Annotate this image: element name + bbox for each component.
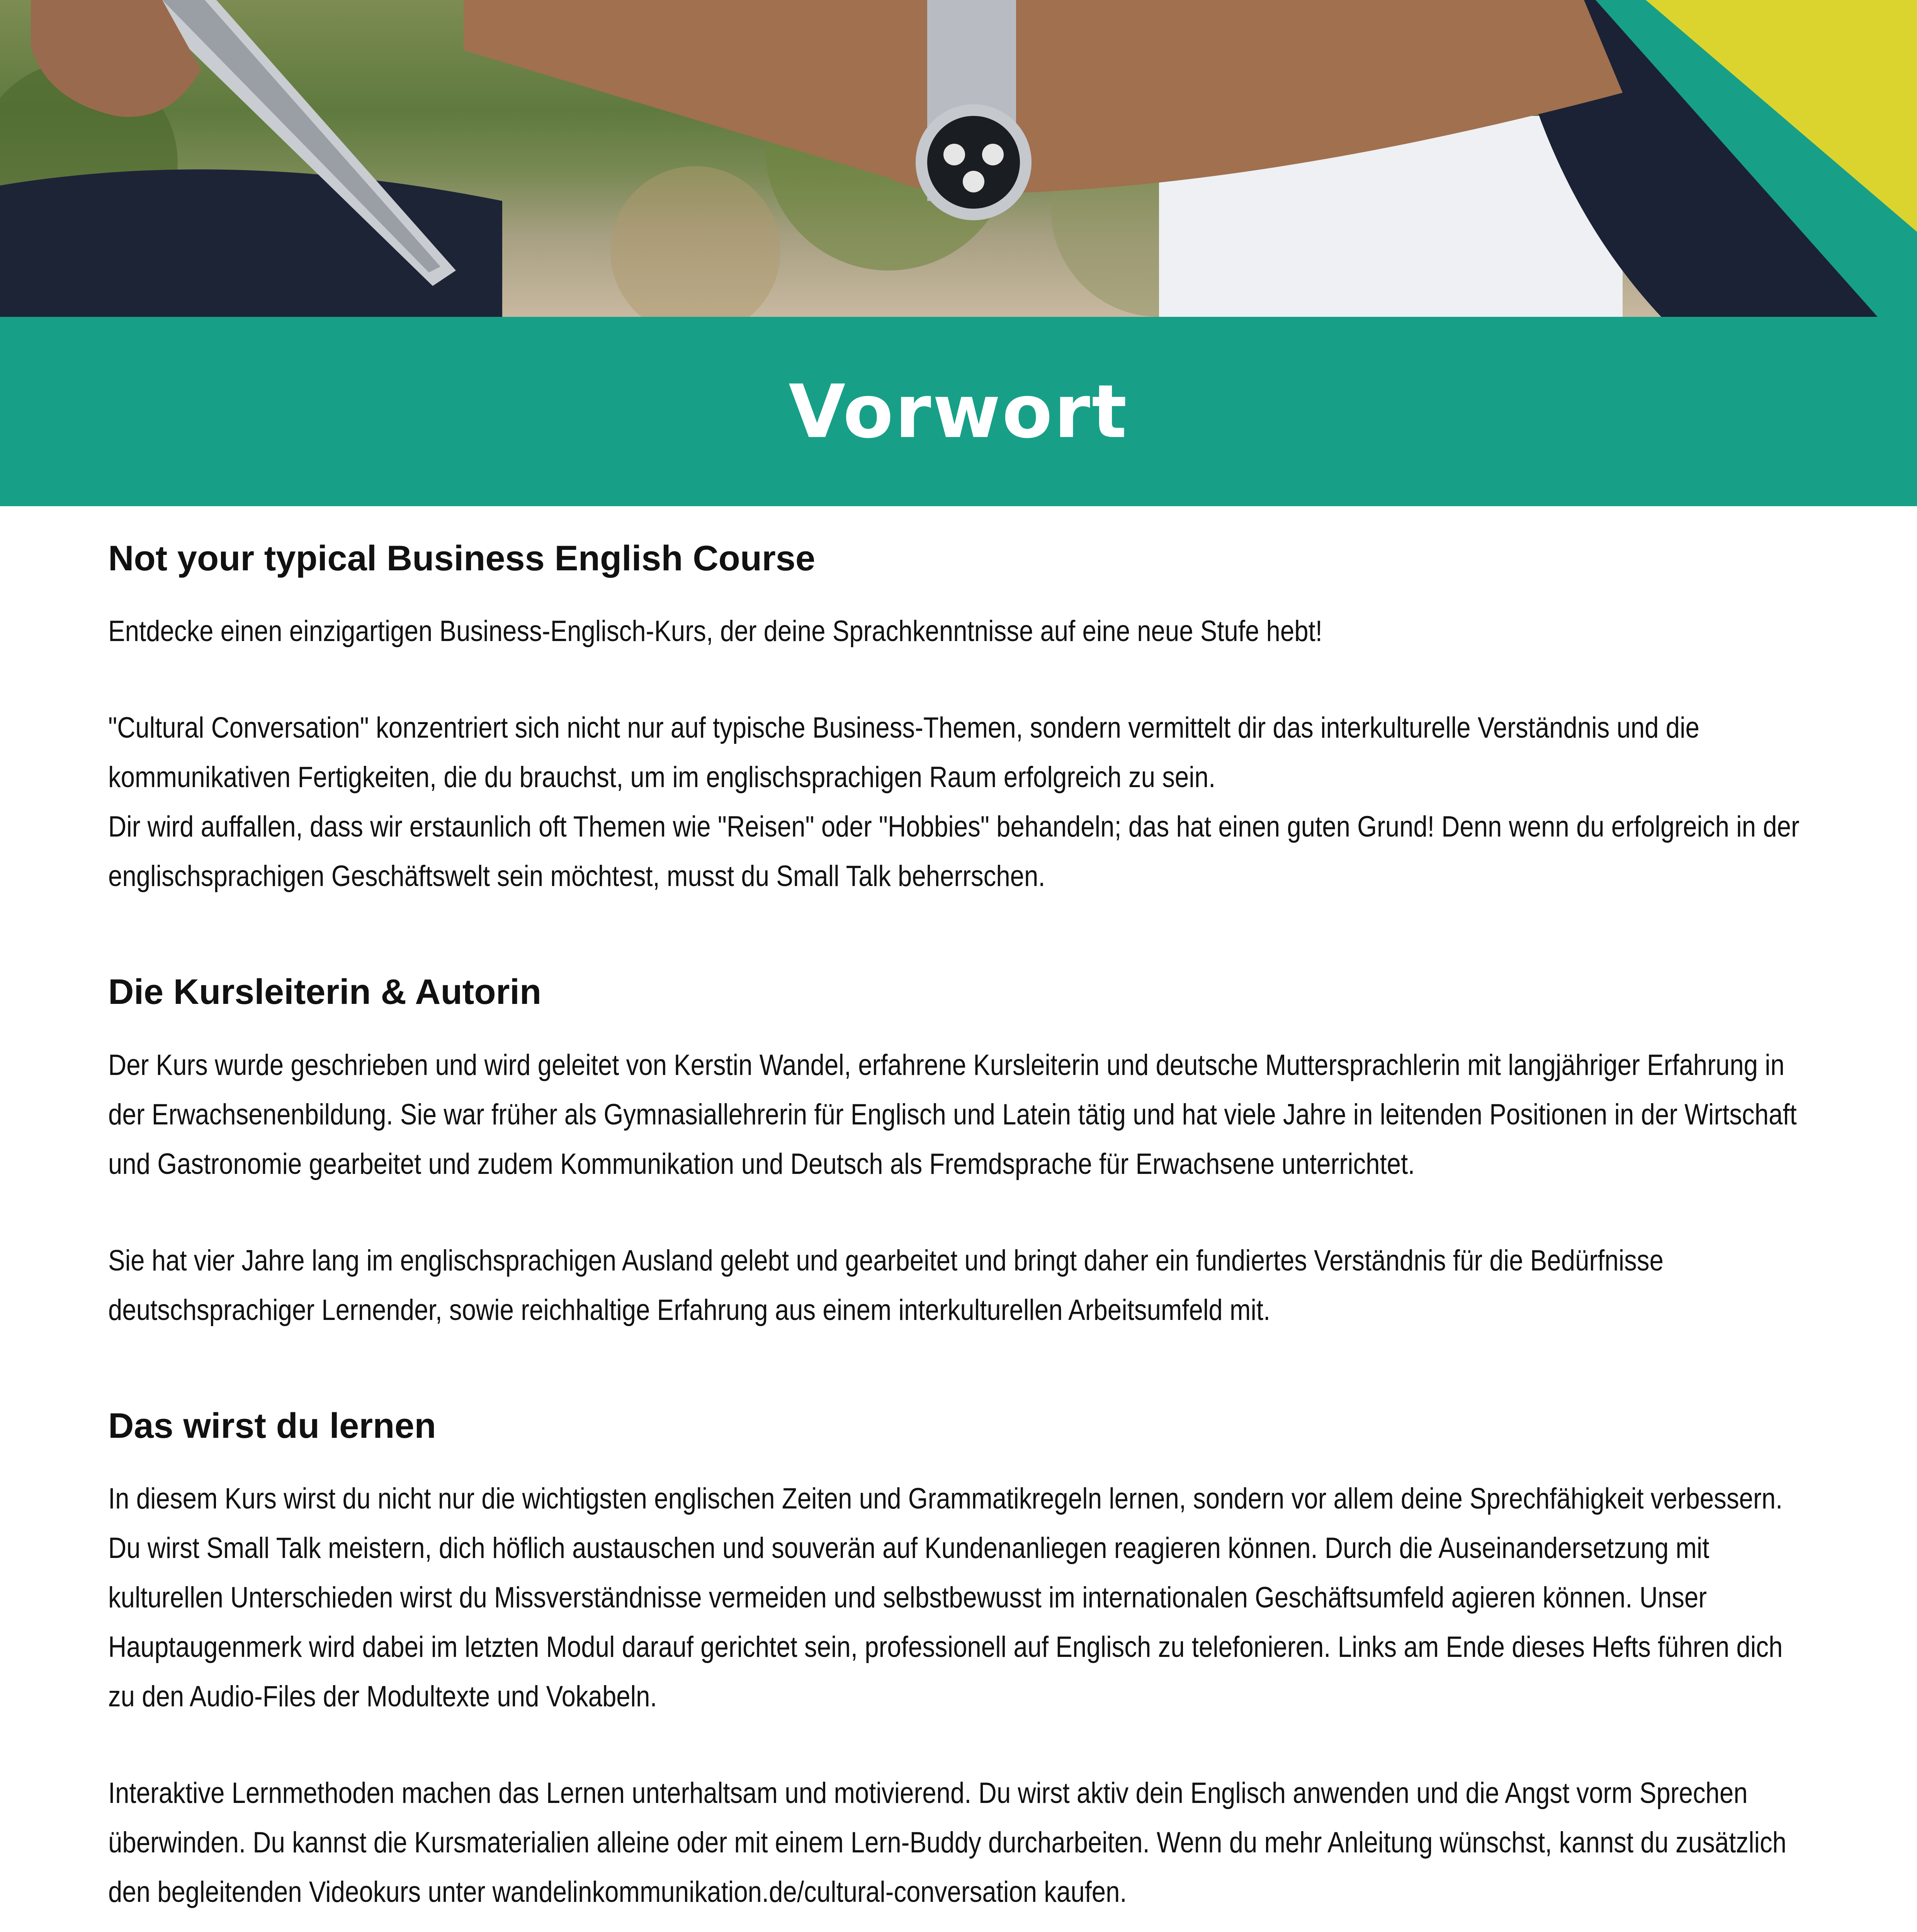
section-author <box>108 971 1816 1335</box>
paragraph: In diesem Kurs wirst du nicht nur die wichtigsten englischen Zeiten und Grammatikregeln lernen, sondern vor allem deine Sprechfähigkeit verbessern. Du wirst Small Talk meistern, dich höflich austauschen und souverän auf Kundenanliegen reagieren können. Durch die Auseinandersetzung mit kulturellen Unterschieden wirst du Missverständnisse vermeiden und selbstbewusst im internationalen Geschäftsumfeld agieren können. Unser Hauptaugenmerk wird dabei im letzten Modul darauf gerichtet sein, professionell auf Englisch zu telefonieren. Links am Ende dieses Hefts führen dich zu den Audio-Files der Modultexte und Vokabeln. <box>108 1482 1783 1713</box>
page-title: Vorwort <box>789 369 1128 454</box>
main-content <box>108 537 1816 1932</box>
paragraph: Sie hat vier Jahre lang im englischsprachigen Ausland gelebt und gearbeitet und bringt daher ein fundiertes Verständnis für die Bedürfnisse deutschsprachiger Lernender, sowie reichhaltige Erfahrung aus einem interkulturellen Arbeitsumfeld mit. <box>108 1244 1664 1327</box>
section-heading: Das wirst du lernen <box>108 1406 436 1446</box>
paragraph: Entdecke einen einzigartigen Business-Englisch-Kurs, der deine Sprachkenntnisse auf eine neue Stufe hebt! <box>108 615 1322 648</box>
section-course-intro <box>108 537 1816 901</box>
section-heading: Die Kursleiterin & Autorin <box>108 972 542 1012</box>
paragraph: Der Kurs wurde geschrieben und wird geleitet von Kerstin Wandel, erfahrene Kursleiterin und deutsche Muttersprachlerin mit langjähriger Erfahrung in der Erwachsenenbildung. Sie war früher als Gymnasiallehrerin für Englisch und Latein tätig und hat viele Jahre in leitenden Positionen in der Wirtschaft und Gastronomie gearbeitet und zudem Kommunikation und Deutsch als Fremdsprache für Erwachsene unterrichtet. <box>108 1048 1797 1180</box>
title-banner <box>0 317 1917 506</box>
section-heading: Not your typical Business English Course <box>108 539 816 578</box>
hero-illustration <box>0 0 1917 317</box>
paragraph: "Cultural Conversation" konzentriert sich nicht nur auf typische Business-Themen, sondern vermittelt dir das interkulturelle Verständnis und die kommunikativen Fertigkeiten, die du brauchst, um im englischsprachigen Raum erfolgreich zu sein. <box>108 711 1699 794</box>
paragraph: Interaktive Lernmethoden machen das Lernen unterhaltsam und motivierend. Du wirst aktiv dein Englisch anwenden und die Angst vorm Sprechen überwinden. Du kannst die Kursmaterialien alleine oder mit einem Lern-Buddy durcharbeiten. Wenn du mehr Anleitung wünschst, kannst du zusätzlich den begleitenden Videokurs unter wandelinkommunikation.de/cultural-conversation kaufen. <box>108 1777 1787 1909</box>
hero-photo <box>0 0 1917 317</box>
paragraph: Dir wird auffallen, dass wir erstaunlich oft Themen wie "Reisen" oder "Hobbies" behandeln; das hat einen guten Grund! Denn wenn du erfolgreich in der englischsprachigen Geschäftswelt sein möchtest, musst du Small Talk beherrschen. <box>108 810 1800 893</box>
section-learning <box>108 1405 1816 1917</box>
